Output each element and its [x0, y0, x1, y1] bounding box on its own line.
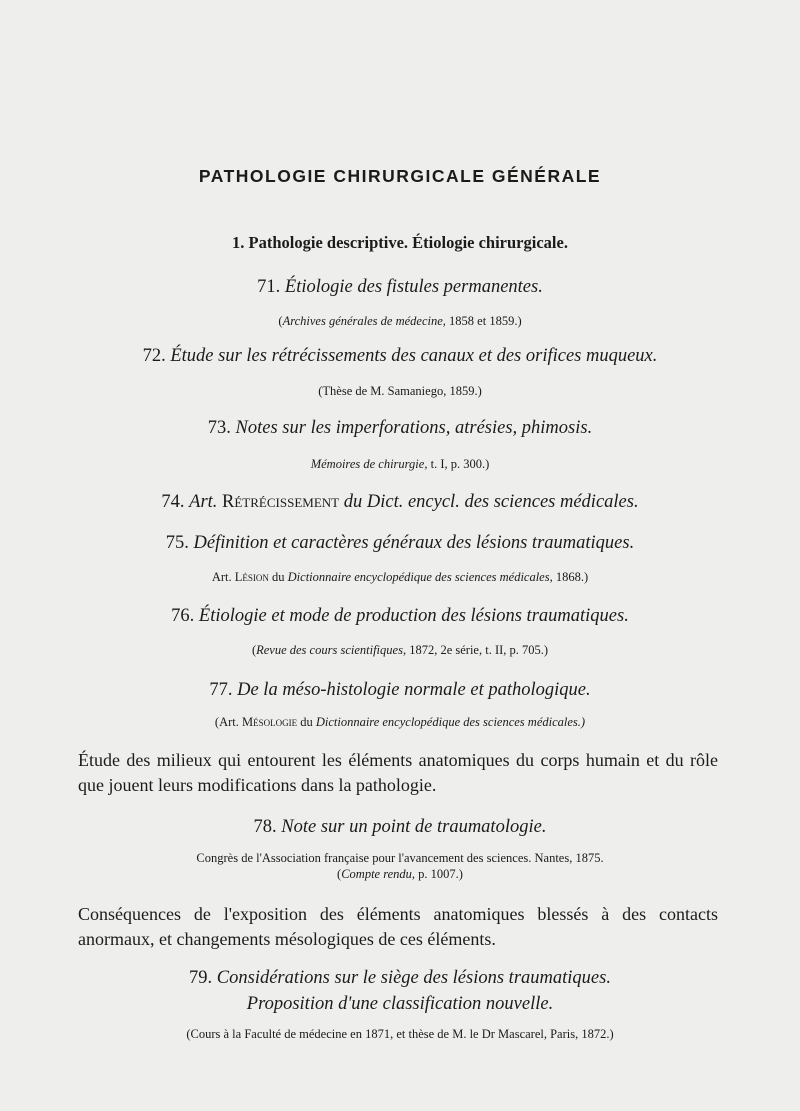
entry-72-source: (Thèse de M. Samaniego, 1859.) [318, 384, 482, 398]
entry-74-title: 74. Art. Rétrécissement du Dict. encycl. des sciences médicales. [161, 492, 639, 512]
entry-73-source: Mémoires de chirurgie, t. I, p. 300.) [310, 457, 490, 471]
paragraph-consequences: Conséquences de l'exposition des éléments anatomiques blessés à des contacts anormaux, et changements mésologiques de ces éléments. [78, 904, 718, 949]
entry-79-title: 79. Considérations sur le siège des lésions traumatiques. [189, 968, 611, 988]
entry-79-source: (Cours à la Faculté de médecine en 1871, et thèse de M. le Dr Mascarel, Paris, 1872.) [186, 1027, 614, 1041]
entry-73-title: 73. Notes sur les imperforations, atrésies, phimosis. [207, 418, 593, 438]
entry-71-source: (Archives générales de médecine, 1858 et 1859.) [278, 314, 522, 328]
entry-76-title: 76. Étiologie et mode de production des lésions traumatiques. [171, 606, 629, 626]
entry-72-title: 72. Étude sur les rétrécissements des canaux et des orifices muqueux. [142, 346, 658, 366]
entry-75-title: 75. Définition et caractères généraux des lésions traumatiques. [165, 533, 635, 553]
entry-76-source: (Revue des cours scientifiques, 1872, 2e série, t. II, p. 705.) [251, 643, 549, 657]
entry-79-title-2: Proposition d'une classification nouvelle. [246, 994, 554, 1014]
entry-71-title: 71. Étiologie des fistules permanentes. [257, 277, 543, 297]
entry-78-source: Congrès de l'Association française pour l'avancement des sciences. Nantes, 1875. [196, 851, 604, 865]
paragraph-milieux: Étude des milieux qui entourent les éléments anatomiques du corps humain et du rôle que jouent leurs modifications dans la pathologie. [78, 750, 718, 795]
entry-78-title: 78. Note sur un point de traumatologie. [253, 817, 547, 837]
entry-77-source: (Art. Mésologie du Dictionnaire encyclopédique des sciences médicales.) [214, 715, 586, 729]
entry-75-source: Art. Lésion du Dictionnaire encyclopédique des sciences médicales, 1868.) [211, 570, 589, 584]
entry-78-source-2: (Compte rendu, p. 1007.) [337, 867, 463, 881]
entry-77-title: 77. De la méso-histologie normale et pathologique. [209, 680, 591, 700]
page-heading: PATHOLOGIE CHIRURGICALE GÉNÉRALE [198, 166, 602, 186]
section-title: 1. Pathologie descriptive. Étiologie chirurgicale. [232, 233, 568, 252]
